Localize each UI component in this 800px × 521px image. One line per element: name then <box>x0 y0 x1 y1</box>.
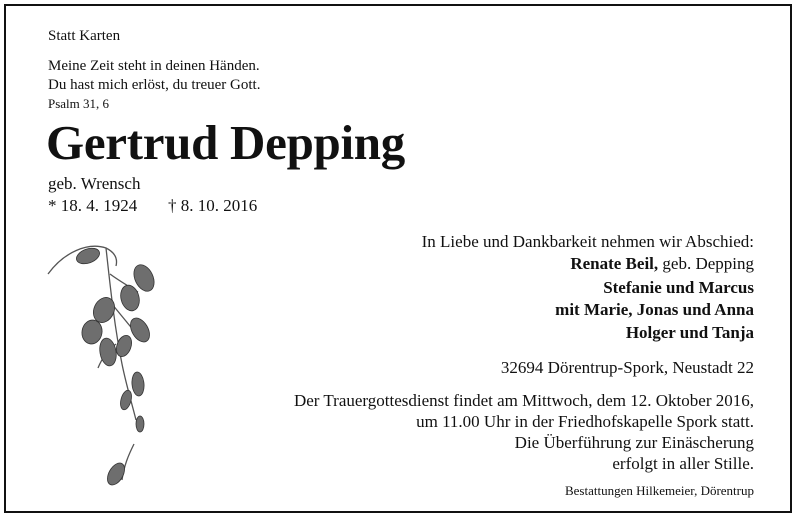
service-line-3: Die Überführung zur Einäscherung <box>514 433 754 452</box>
service-line-2: um 11.00 Uhr in der Friedhofskapelle Spork statt. <box>416 412 754 431</box>
mourner-line-3: mit Marie, Jonas und Anna <box>555 300 754 319</box>
birch-branch-icon <box>44 234 164 492</box>
verse-line-1: Meine Zeit steht in deinen Händen. <box>48 58 260 74</box>
mourner-line-4: Holger und Tanja <box>625 323 754 342</box>
mourners-intro: In Liebe und Dankbarkeit nehmen wir Abschied: <box>421 232 754 251</box>
service-line-1: Der Trauergottesdienst findet am Mittwoch, dem 12. Oktober 2016, <box>293 391 754 410</box>
family-address: 32694 Dörentrup-Spork, Neustadt 22 <box>500 358 754 377</box>
birth-date: * 18. 4. 1924 <box>48 196 138 215</box>
mourner-line-1 <box>570 254 754 274</box>
service-line-4: erfolgt in aller Stille. <box>612 454 754 473</box>
verse-line-2: Du hast mich erlöst, du treuer Gott. <box>48 77 261 93</box>
deceased-name: Gertrud Depping <box>46 115 405 170</box>
mourner-line-2: Stefanie und Marcus <box>603 278 754 297</box>
maiden-name: geb. Wrensch <box>48 174 141 193</box>
death-date: † 8. 10. 2016 <box>168 196 258 215</box>
verse-reference: Psalm 31, 6 <box>48 96 110 111</box>
undertaker-credit: Bestattungen Hilkemeier, Dörentrup <box>564 483 754 498</box>
mourner-line-1-name: Renate Beil, <box>570 254 659 273</box>
mourner-line-1-maiden: geb. Depping <box>658 254 754 273</box>
obituary-notice <box>4 4 792 513</box>
statt-karten: Statt Karten <box>48 28 121 44</box>
